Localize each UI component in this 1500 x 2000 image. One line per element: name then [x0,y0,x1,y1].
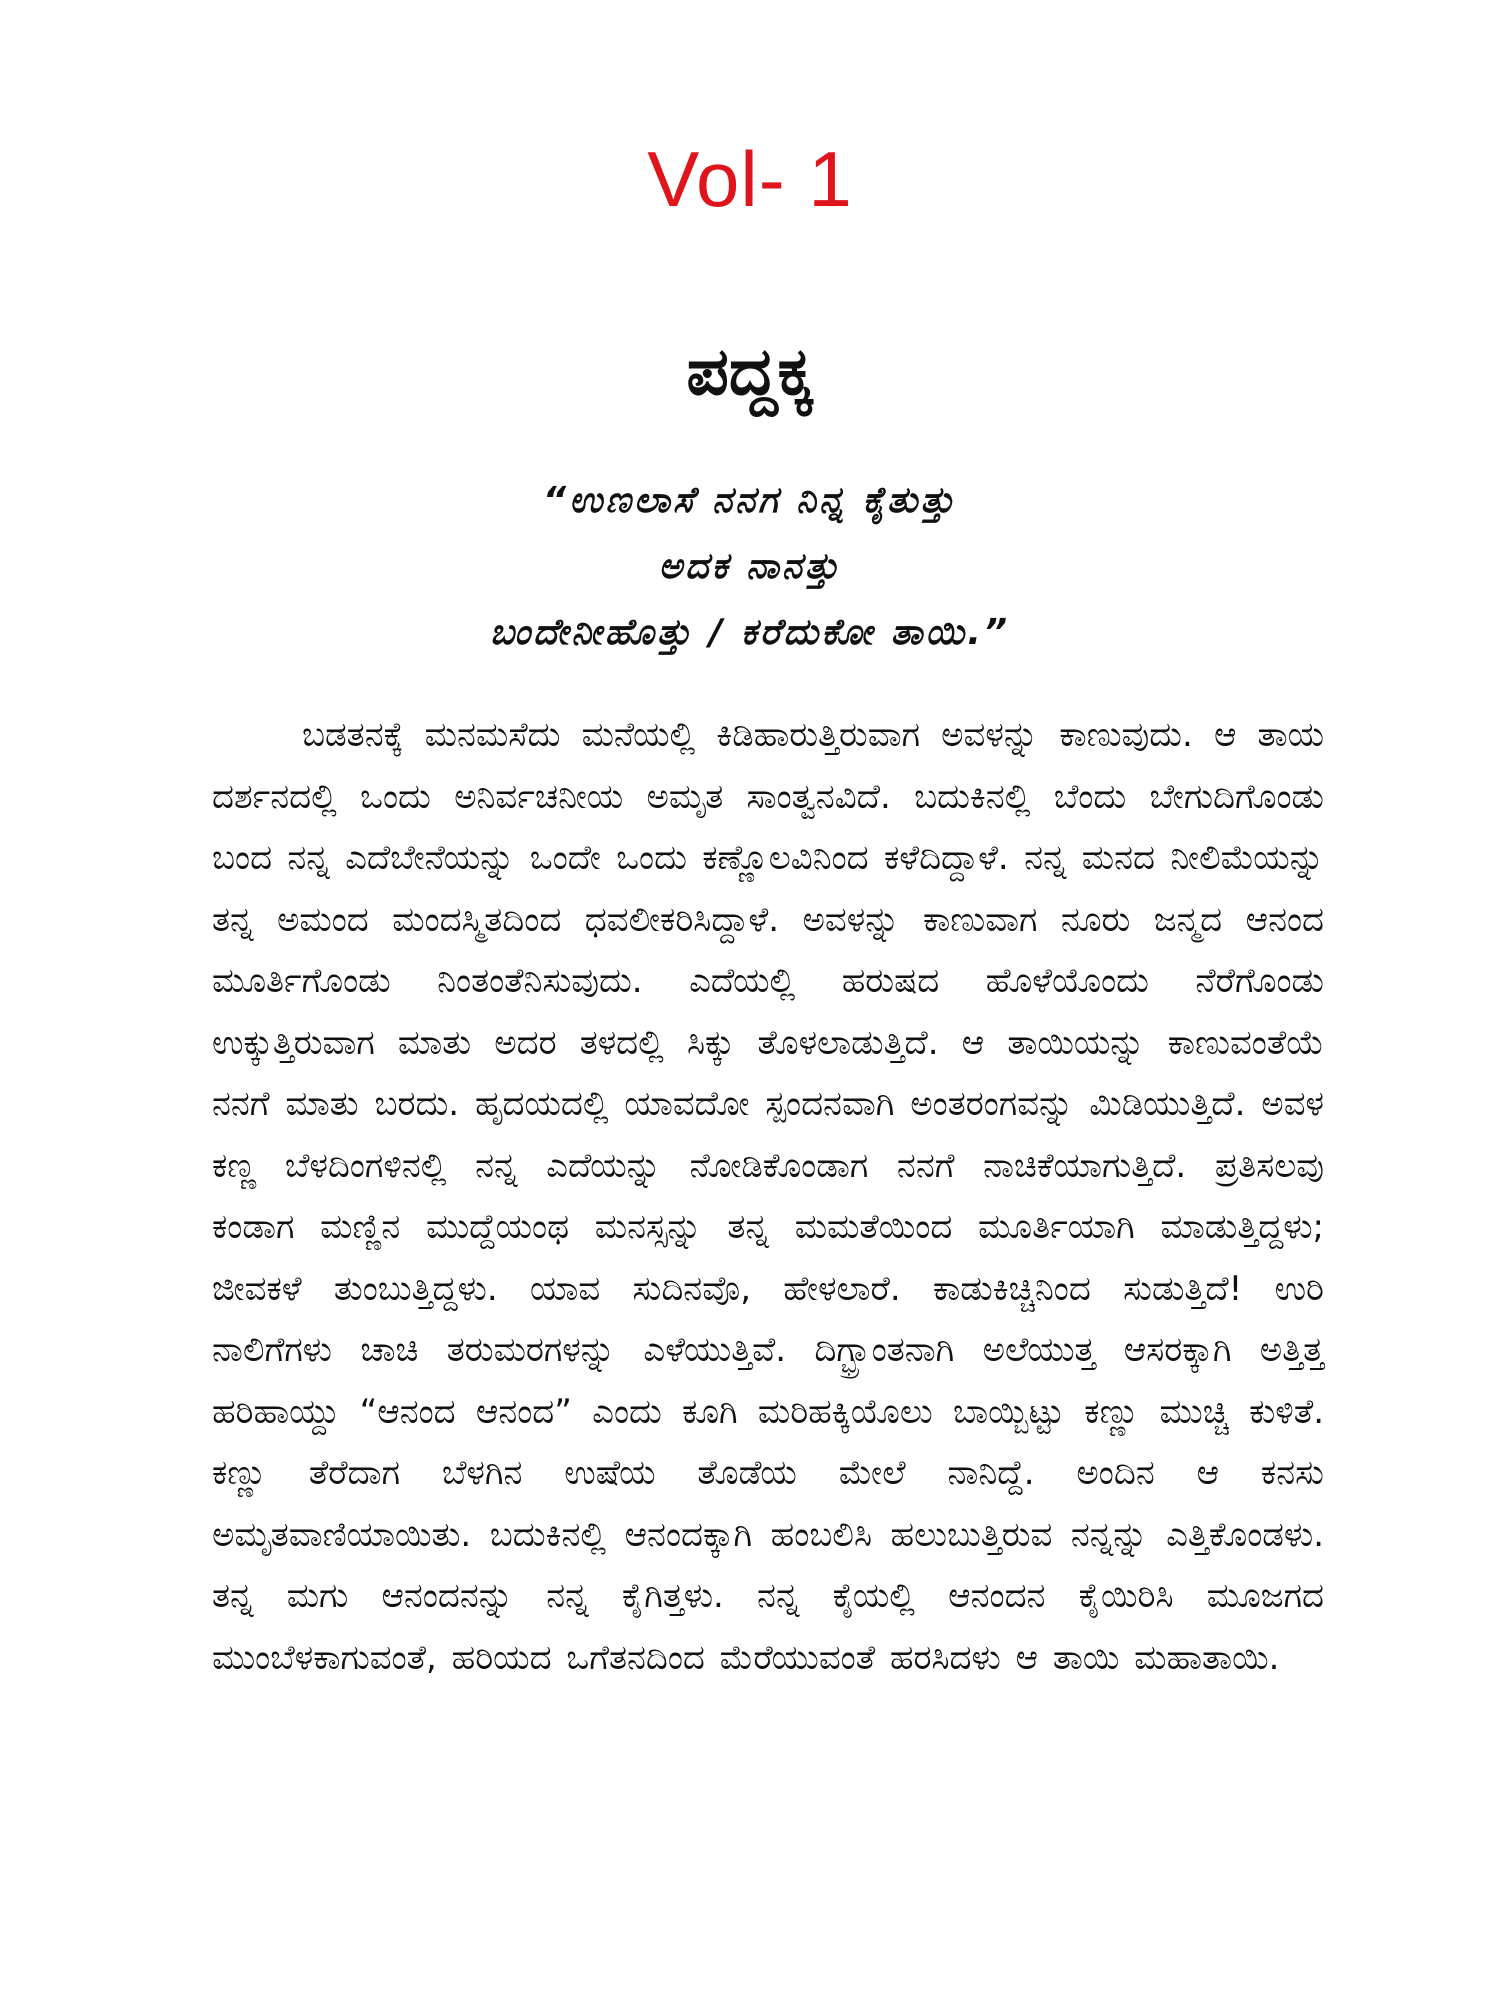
body-paragraph: ಬಡತನಕ್ಕೆ ಮನಮಸೆದು ಮನೆಯಲ್ಲಿ ಕಿಡಿಹಾರುತ್ತಿರುವಾಗ ಅವಳನ್ನು ಕಾಣುವುದು. ಆ ತಾಯ ದರ್ಶನದಲ್ಲಿ ಒಂದು ಅನಿರ್ವಚನೀಯ ಅಮೃತ ಸಾಂತ್ವನವಿದೆ. ಬದುಕಿನಲ್ಲಿ ಬೆಂದು ಬೇಗುದಿಗೊಂಡು ಬಂದ ನನ್ನ ಎದೆಬೇನೆಯನ್ನು ಒಂದೇ ಒಂದು ಕಣ್ಣೊಲವಿನಿಂದ ಕಳೆದಿದ್ದಾಳೆ. ನನ್ನ ಮನದ ನೀಲಿಮೆಯನ್ನು ತನ್ನ ಅಮಂದ ಮಂದಸ್ಮಿತದಿಂದ ಧವಲೀಕರಿಸಿದ್ದಾಳೆ. ಅವಳನ್ನು ಕಾಣುವಾಗ ನೂರು ಜನ್ಮದ ಆನಂದ ಮೂರ್ತಿಗೊಂಡು ನಿಂತಂತೆನಿಸುವುದು. ಎದೆಯಲ್ಲಿ ಹರುಷದ ಹೊಳೆಯೊಂದು ನೆರೆಗೊಂಡು ಉಕ್ಕುತ್ತಿರುವಾಗ ಮಾತು ಅದರ ತಳದಲ್ಲಿ ಸಿಕ್ಕು ತೊಳಲಾಡುತ್ತಿದೆ. ಆ ತಾಯಿಯನ್ನು ಕಾಣುವಂತೆಯೆ ನನಗೆ ಮಾತು ಬರದು. ಹೃದಯದಲ್ಲಿ ಯಾವದೋ ಸ್ಪಂದನವಾಗಿ ಅಂತರಂಗವನ್ನು ಮಿಡಿಯುತ್ತಿದೆ. ಅವಳ ಕಣ್ಣ ಬೆಳದಿಂಗಳಿನಲ್ಲಿ ನನ್ನ ಎದೆಯನ್ನು ನೋಡಿಕೊಂಡಾಗ ನನಗೆ ನಾಚಿಕೆಯಾಗುತ್ತಿದೆ. ಪ್ರತಿಸಲವು ಕಂಡಾಗ ಮಣ್ಣಿನ ಮುದ್ದೆಯಂಥ ಮನಸ್ಸನ್ನು ತನ್ನ ಮಮತೆಯಿಂದ ಮೂರ್ತಿಯಾಗಿ ಮಾಡುತ್ತಿದ್ದಳು; ಜೀವಕಳೆ ತುಂಬುತ್ತಿದ್ದಳು. ಯಾವ ಸುದಿನವೊ, ಹೇಳಲಾರೆ. ಕಾಡುಕಿಚ್ಚಿನಿಂದ ಸುಡುತ್ತಿದೆ! ಉರಿ ನಾಲಿಗೆಗಳು ಚಾಚಿ ತರುಮರಗಳನ್ನು ಎಳೆಯುತ್ತಿವೆ. ದಿಗ್ಭ್ರಾಂತನಾಗಿ ಅಲೆಯುತ್ತ ಆಸರಕ್ಕಾಗಿ ಅತ್ತಿತ್ತ ಹರಿಹಾಯ್ದು “ಆನಂದ ಆನಂದ” ಎಂದು ಕೂಗಿ ಮರಿಹಕ್ಕಿಯೊಲು ಬಾಯ್ಬಿಟ್ಟು ಕಣ್ಣು ಮುಚ್ಚಿ ಕುಳಿತೆ. ಕಣ್ಣು ತೆರೆದಾಗ ಬೆಳಗಿನ ಉಷೆಯ ತೊಡೆಯ ಮೇಲೆ ನಾನಿದ್ದೆ. ಅಂದಿನ ಆ ಕನಸು ಅಮೃತವಾಣಿಯಾಯಿತು. ಬದುಕಿನಲ್ಲಿ ಆನಂದಕ್ಕಾಗಿ ಹಂಬಲಿಸಿ ಹಲುಬುತ್ತಿರುವ ನನ್ನನ್ನು ಎತ್ತಿಕೊಂಡಳು. ತನ್ನ ಮಗು ಆನಂದನನ್ನು ನನ್ನ ಕೈಗಿತ್ತಳು. ನನ್ನ ಕೈಯಲ್ಲಿ ಆನಂದನ ಕೈಯಿರಿಸಿ ಮೂಜಗದ ಮುಂಬೆಳಕಾಗುವಂತೆ, ಹರಿಯದ ಒಗೆತನದಿಂದ ಮೆರೆಯುವಂತೆ ಹರಸಿದಳು ಆ ತಾಯಿ ಮಹಾತಾಯಿ. [212,715,1324,1678]
chapter-title: ಪದ್ದಕ್ಕ [686,333,814,410]
verse-line-1: “ಉಣಲಾಸೆ ನನಗ ನಿನ್ನ ಕೈತುತ್ತು [542,480,958,521]
volume-label: Vol- 1 [647,135,853,223]
verse-line-3: ಬಂದೇನೀಹೊತ್ತು / ಕರೆದುಕೋ ತಾಯಿ.” [489,612,1011,653]
epigraph-verse [0,468,1500,666]
body-text [212,705,1324,1689]
verse-line-2: ಅದಕ ನಾನತ್ತು [658,546,842,587]
